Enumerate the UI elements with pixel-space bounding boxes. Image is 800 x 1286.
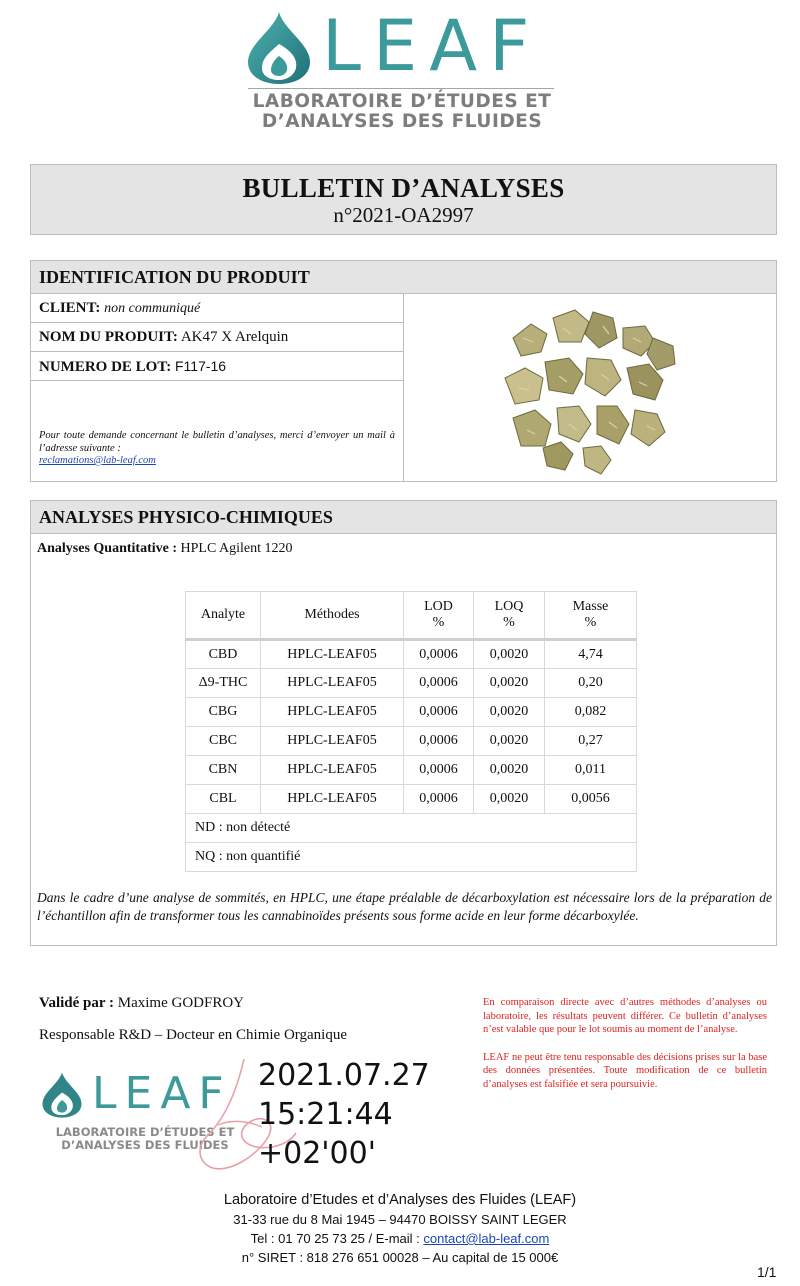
footer xyxy=(0,1190,800,1267)
mass-cell: 0,082 xyxy=(545,698,637,727)
method-cell: HPLC-LEAF05 xyxy=(261,669,404,698)
loq-cell: 0,0020 xyxy=(474,785,545,814)
nd-legend: ND : non détecté xyxy=(186,814,637,843)
bulletin-title: BULLETIN D’ANALYSES xyxy=(242,173,565,203)
lod-cell: 0,0006 xyxy=(404,727,474,756)
lod-cell: 0,0006 xyxy=(404,785,474,814)
analyte-cell: CBG xyxy=(186,698,261,727)
disclaimer-paragraph-1: En comparaison directe avec d’autres méthodes d’analyses ou laboratoire, les résultats peuvent différer. Ce bulletin d’analyses n’est valable que pour le lot soumis au moment de l’analyse. xyxy=(483,997,767,1035)
stamp-logo-subtitle-line2: D’ANALYSES DES FLUIDES xyxy=(61,1138,229,1152)
client-row xyxy=(31,294,403,323)
analyte-cell: CBD xyxy=(186,640,261,669)
reclamation-text: Pour toute demande concernant le bulletin d’analyses, merci d’envoyer un mail à l’adresse suivante : xyxy=(39,430,395,454)
col-lod-line1: LOD xyxy=(424,599,453,614)
footer-phone: Tel : 01 70 25 73 25 / E-mail : xyxy=(250,1231,420,1246)
signature-timestamp xyxy=(258,1056,430,1173)
nq-legend: NQ : non quantifié xyxy=(186,843,637,872)
footer-contact xyxy=(0,1229,800,1248)
disclaimer-paragraph-2: LEAF ne peut être tenu responsable des décisions prises sur la base des données présentées. Toute modification de ce bulletin d’analyses est falsifiée et sera poursuivie. xyxy=(483,1051,767,1090)
client-value: non communiqué xyxy=(104,301,201,316)
reclamation-note xyxy=(39,430,395,468)
method-label: Analyses Quantitative : xyxy=(37,541,177,556)
bulletin-number: n°2021-OA2997 xyxy=(333,203,474,227)
loq-cell: 0,0020 xyxy=(474,669,545,698)
col-mass xyxy=(545,592,637,640)
table-row xyxy=(186,727,637,756)
analyses-heading: ANALYSES PHYSICO-CHIMIQUES xyxy=(31,501,776,534)
footer-siret: n° SIRET : 818 276 651 00028 – Au capital de 15 000€ xyxy=(241,1250,559,1265)
logo-subtitle-line2: D’ANALYSES DES FLUIDES xyxy=(261,111,543,132)
lod-cell: 0,0006 xyxy=(404,698,474,727)
lod-cell: 0,0006 xyxy=(404,640,474,669)
validator-role: Responsable R&D – Docteur en Chimie Organique xyxy=(39,1027,347,1043)
table-row xyxy=(186,698,637,727)
validated-name: Maxime GODFROY xyxy=(117,995,245,1011)
analyte-cell: Δ9-THC xyxy=(186,669,261,698)
logo-divider xyxy=(248,88,554,89)
col-lod xyxy=(404,592,474,640)
logo-wordmark: LEAF xyxy=(322,5,542,87)
stamp-logo-wordmark: LEAF xyxy=(92,1068,232,1119)
logo-subtitle-line1: LABORATOIRE D’ÉTUDES ET xyxy=(252,91,552,112)
lot-value: F117-16 xyxy=(174,358,227,374)
signature-time: 15:21:44 xyxy=(258,1097,393,1132)
col-mass-line2: % xyxy=(584,615,597,630)
table-row xyxy=(186,756,637,785)
results-header-row xyxy=(186,592,637,640)
product-row xyxy=(31,323,403,352)
loq-cell: 0,0020 xyxy=(474,640,545,669)
loq-cell: 0,0020 xyxy=(474,727,545,756)
identification-heading: IDENTIFICATION DU PRODUIT xyxy=(31,261,776,294)
leaf-drop-icon xyxy=(244,10,314,86)
product-label: NOM DU PRODUIT: xyxy=(39,329,178,345)
signature-date: 2021.07.27 xyxy=(258,1058,430,1093)
validated-by xyxy=(39,995,244,1012)
lot-label: NUMERO DE LOT: xyxy=(39,359,172,375)
col-loq xyxy=(474,592,545,640)
col-method: Méthodes xyxy=(261,592,404,640)
analyte-cell: CBC xyxy=(186,727,261,756)
page-number: 1/1 xyxy=(757,1264,777,1280)
client-label: CLIENT: xyxy=(39,300,101,316)
product-photo xyxy=(405,294,777,482)
legend-row-nd xyxy=(186,814,637,843)
cannabis-flowers-icon xyxy=(483,298,703,478)
loq-cell: 0,0020 xyxy=(474,756,545,785)
mass-cell: 4,74 xyxy=(545,640,637,669)
footer-email-link[interactable]: contact@lab-leaf.com xyxy=(423,1231,550,1246)
col-mass-line1: Masse xyxy=(572,599,609,614)
footer-address: 31-33 rue du 8 Mai 1945 – 94470 BOISSY SAINT LEGER xyxy=(233,1212,567,1227)
table-row xyxy=(186,669,637,698)
mass-cell: 0,0056 xyxy=(545,785,637,814)
loq-cell: 0,0020 xyxy=(474,698,545,727)
lot-row xyxy=(31,352,403,381)
validated-label: Validé par : xyxy=(39,995,115,1011)
identification-fields xyxy=(31,294,404,482)
table-row xyxy=(186,640,637,669)
decarboxylation-note: Dans le cadre d’une analyse de sommités, en HPLC, une étape préalable de décarboxylation est nécessaire lors de la préparation de l’échantillon afin de transformer tous les cannabinoïdes présents sous forme acide en leur forme décarboxylée. xyxy=(37,890,772,923)
analyte-cell: CBN xyxy=(186,756,261,785)
method-cell: HPLC-LEAF05 xyxy=(261,756,404,785)
reclamation-email-link[interactable]: reclamations@lab-leaf.com xyxy=(39,455,156,466)
leaf-drop-icon xyxy=(40,1070,84,1120)
method-cell: HPLC-LEAF05 xyxy=(261,785,404,814)
mass-cell: 0,20 xyxy=(545,669,637,698)
quantitative-method xyxy=(37,541,293,557)
disclaimer xyxy=(483,996,767,1091)
lod-cell: 0,0006 xyxy=(404,756,474,785)
product-value: AK47 X Arelquin xyxy=(180,329,289,345)
method-cell: HPLC-LEAF05 xyxy=(261,640,404,669)
logo-subtitle xyxy=(244,92,560,132)
method-value: HPLC Agilent 1220 xyxy=(180,541,293,556)
lod-cell: 0,0006 xyxy=(404,669,474,698)
legend-row-nq xyxy=(186,843,637,872)
mass-cell: 0,27 xyxy=(545,727,637,756)
method-cell: HPLC-LEAF05 xyxy=(261,727,404,756)
table-row xyxy=(186,785,637,814)
analyses-section xyxy=(30,500,777,946)
col-loq-line2: % xyxy=(503,615,515,630)
col-lod-line2: % xyxy=(432,615,445,630)
identification-section xyxy=(30,260,777,482)
footer-company: Laboratoire d’Etudes et d’Analyses des Fluides (LEAF) xyxy=(223,1192,577,1208)
col-loq-line1: LOQ xyxy=(494,599,524,614)
mass-cell: 0,011 xyxy=(545,756,637,785)
results-table xyxy=(185,591,637,872)
leaf-logo xyxy=(244,6,560,134)
analyte-cell: CBL xyxy=(186,785,261,814)
stamp-logo-subtitle-line1: LABORATOIRE D’ÉTUDES ET xyxy=(55,1125,235,1139)
bulletin-title-box xyxy=(30,164,777,235)
signature-timezone: +02'00' xyxy=(258,1136,376,1171)
method-cell: HPLC-LEAF05 xyxy=(261,698,404,727)
col-analyte: Analyte xyxy=(186,592,261,640)
